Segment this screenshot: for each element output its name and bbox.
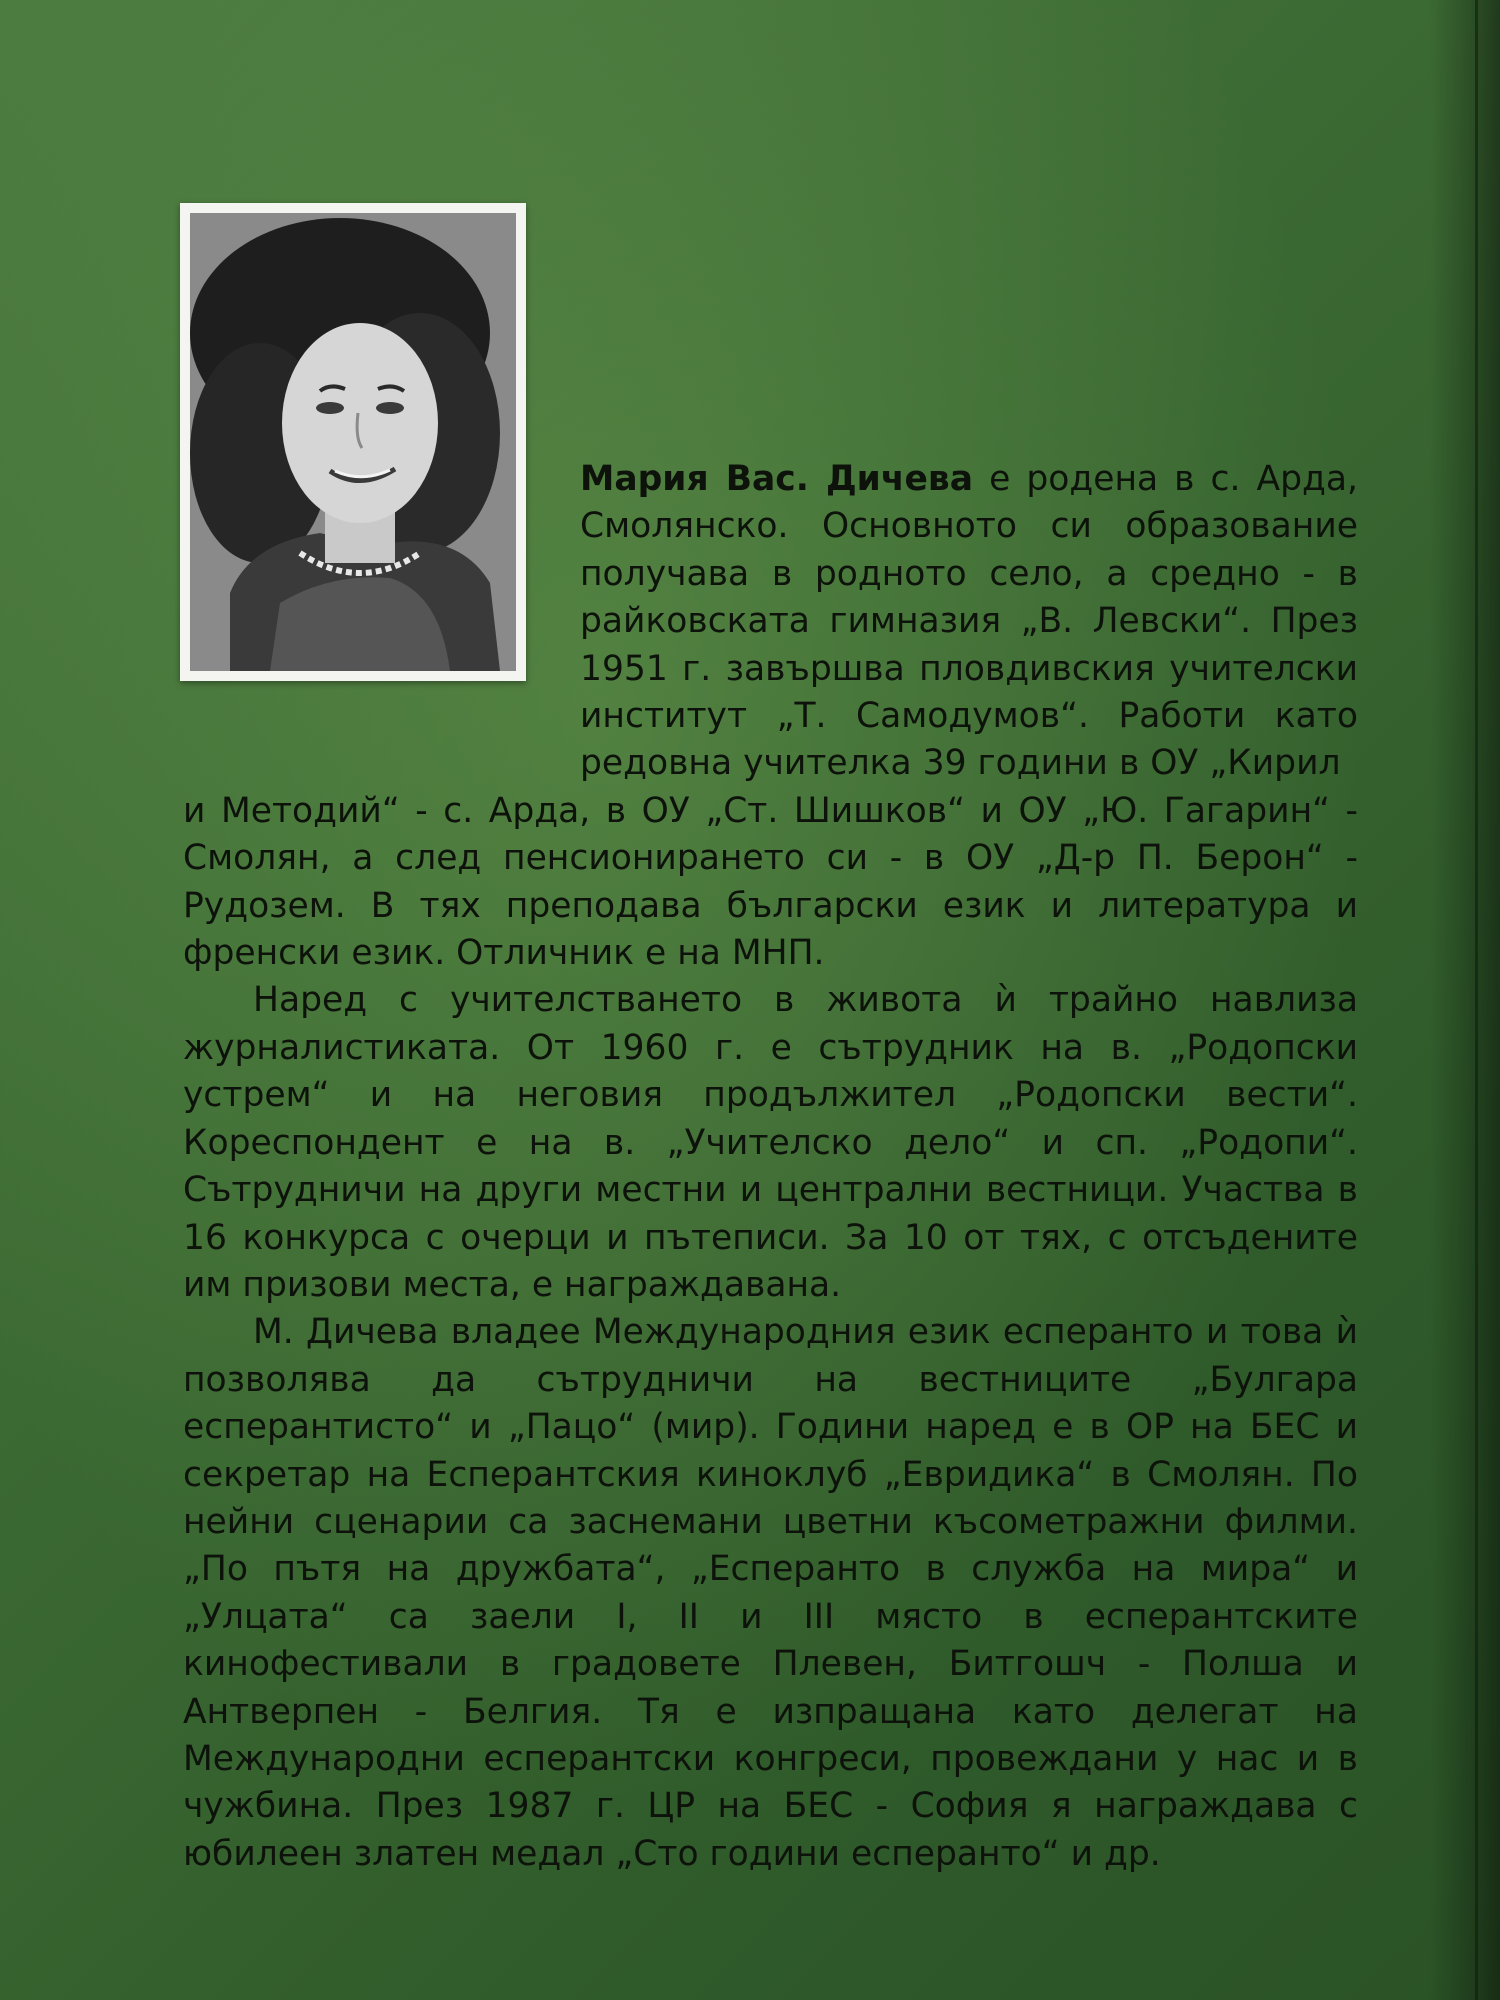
bio-paragraph-1-intro: е родена в с. Арда, Смолянско. Основното си образование получава в родното село, а средно - в райковската гимназия „В. Левски“. През 1951 г. завършва пловдивския учителски институт „Т. Самодумов“. Работи като редовна учителка 39 години в ОУ „Кирил (580, 459, 1358, 784)
bio-paragraph-1-continuation: и Методий“ - с. Арда, в ОУ „Ст. Шишков“ и ОУ „Ю. Гагарин“ - Смолян, а след пенсионирането си - в ОУ „Д-р П. Берон“ - Рудозем. В тях преподава български език и литература и френски език. Отличник е на МНП. (183, 790, 1358, 974)
bio-paragraph-2: Наред с учителстването в живота ѝ трайно навлиза журналистиката. От 1960 г. е сътрудник на в. „Родопски устрем“ и на неговия продължител „Родопски вести“. Кореспондент е на в. „Учителско дело“ и сп. „Родопи“. Сътрудничи на други местни и централни вестници. Участва в 16 конкурса с очерци и пътеписи. За 10 от тях, с отсъдените им призови места, е награждавана. (183, 980, 1358, 1305)
author-biography (183, 456, 1358, 1878)
author-name: Мария Вас. Дичева (580, 459, 974, 499)
bio-paragraph-3: М. Дичева владее Международния език есперанто и това ѝ позволява да сътрудничи на вестниците „Булгара есперантисто“ и „Пацо“ (мир). Години наред е в ОР на БЕС и секретар на Есперантския киноклуб „Евридика“ в Смолян. По нейни сценарии са заснемани цветни късометражни филми. „По пътя на дружбата“, „Есперанто в служба на мира“ и „Улцата“ са заели I, II и III място в есперантските кинофестивали в градовете Плевен, Битгошч - Полша и Антверпен - Белгия. Тя е изпращана като делегат на Международни есперантски конгреси, провеждани у нас и в чужбина. През 1987 г. ЦР на БЕС - София я награждава с юбилеен златен медал „Сто години есперанто“ и др. (183, 1312, 1358, 1874)
spine-shadow (1430, 0, 1500, 2000)
bio-paragraph-1 (183, 456, 1358, 788)
